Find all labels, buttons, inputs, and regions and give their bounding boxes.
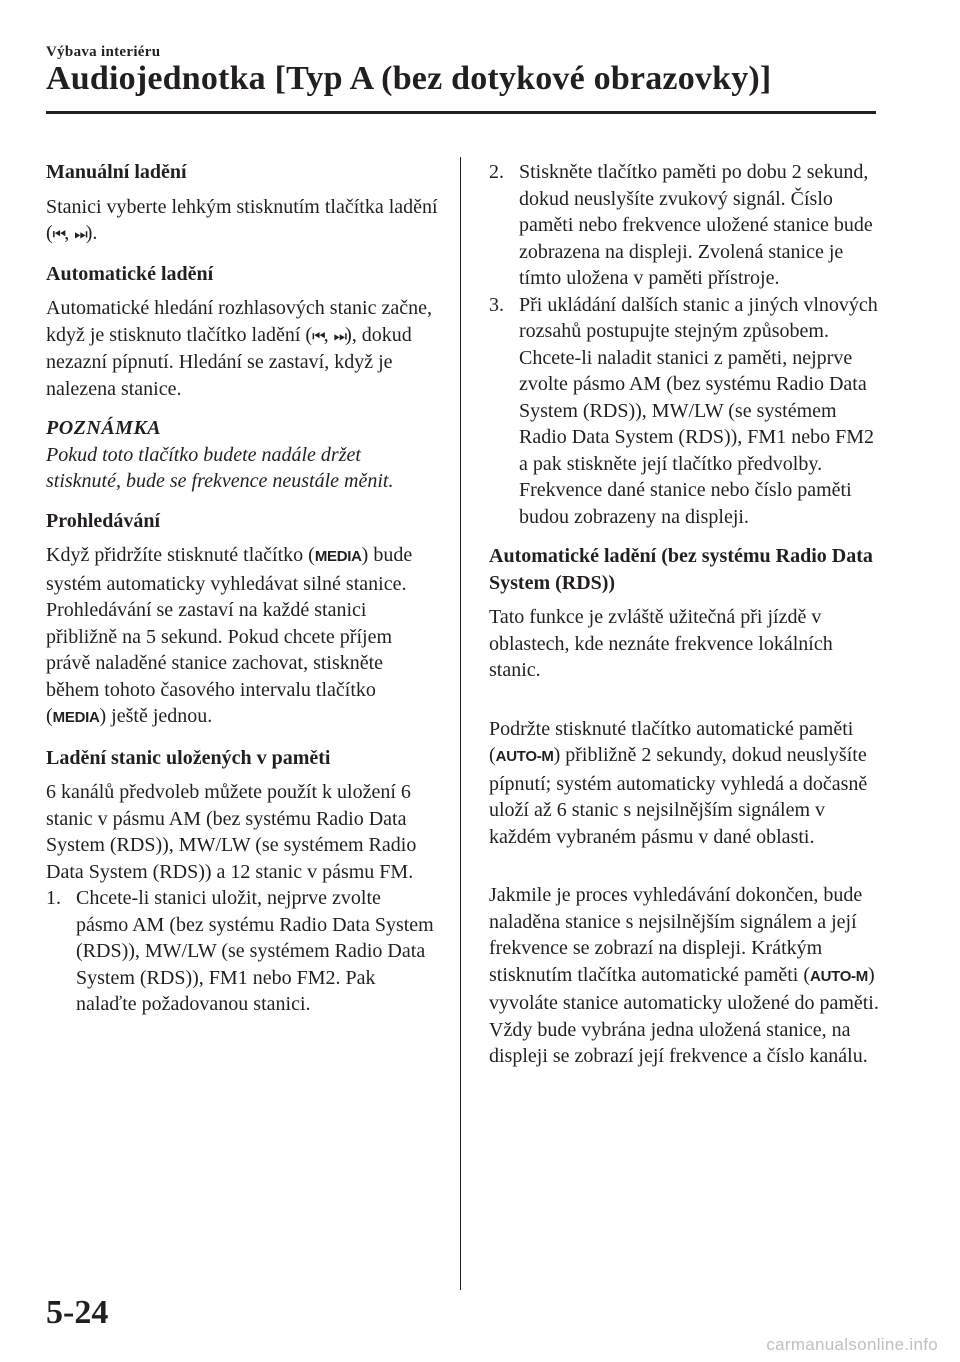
- manual-text-b: ,: [64, 222, 70, 244]
- skip-forward-icon: ⏭: [74, 225, 86, 243]
- memory-text: 6 kanálů předvoleb můžete použít k uložení 6 stanic v pásmu AM (bez systému Radio Data System (RDS)), MW/LW (se systémem Radio Data System (RDS)) a 12 stanic v pásmu FM.: [46, 781, 417, 883]
- auto-tuning-text: [46, 295, 438, 402]
- auto-memory-text-1: Tato funkce je zvláště užitečná při jízdě v oblastech, kde neznáte frekvence lokálních stanic.: [489, 606, 833, 681]
- watermark: carmanualsonline.info: [766, 1335, 938, 1354]
- step-number: 2.: [489, 161, 504, 183]
- note-heading: POZNÁMKA: [46, 417, 162, 439]
- scan-text-b: ) bude systém automaticky vyhledávat silné stanice. Prohledávání se zastaví na každé stanici přibližně na 5 sekund. Pokud chcete příjem právě naladěné stanice zachovat, stiskněte během tohoto časového intervalu tlačítko (: [46, 544, 413, 727]
- amm3-text-b: ) vyvoláte stanice automaticky uložené do paměti. Vždy bude vybrána jedna uložená stanice, na displeji se zobrazí její frekvence a číslo kanálu.: [489, 963, 879, 1067]
- manual-text-a: Stanici vyberte lehkým stisknutím tlačítka ladění (: [46, 195, 438, 244]
- scan-text-a: Když přidržíte stisknuté tlačítko (: [46, 544, 315, 566]
- skip-forward-icon: ⏭: [333, 326, 346, 345]
- media-button-label: MEDIA: [52, 709, 100, 726]
- skip-back-icon: ⏮: [52, 225, 65, 243]
- page-title: Audiojednotka [Typ A (bez dotykové obrazovky)]: [46, 60, 772, 97]
- step-3: [489, 292, 881, 531]
- auto-m-button-label: AUTO-M: [495, 748, 554, 765]
- auto-memory-heading: Automatické ladění (bez systému Radio Data System (RDS)): [489, 545, 873, 594]
- step-2: [489, 159, 881, 292]
- section-label: Výbava interiéru: [46, 44, 161, 60]
- note-text: Pokud toto tlačítko budete nadále držet stisknuté, bude se frekvence neustále měnit.: [46, 443, 394, 492]
- step-text: Při ukládání dalších stanic a jiných vlnových rozsahů postupujte stejným způsobem. Chcete-li naladit stanici z paměti, nejprve zvolte pásmo AM (bez systému Radio Data System (RDS)), MW/LW (se systémem Radio Data System (RDS)), FM1 nebo FM2 a pak stiskněte její tlačítko předvolby. Frekvence dané stanice nebo číslo paměti budou zobrazeny na displeji.: [519, 293, 878, 528]
- scan-text: [46, 542, 438, 732]
- manual-tuning-text: [46, 194, 438, 248]
- auto-memory-text-3: [489, 882, 881, 1070]
- right-column: [489, 159, 881, 1083]
- amm2-text-b: ) přibližně 2 sekundy, dokud neuslyšíte pípnutí; systém automaticky vyhledá a dočasně uloží až 6 stanic s nejsilnějším signálem v každém vybraném pásmu v dané oblasti.: [489, 744, 868, 848]
- step-text: Stiskněte tlačítko paměti po dobu 2 sekund, dokud neuslyšíte zvukový signál. Číslo paměti nebo frekvence uložené stanice bude zobrazena na displeji. Zvolená stanice je tímto uložena v paměti přístroje.: [519, 161, 873, 289]
- step-text: Chcete-li stanici uložit, nejprve zvolte pásmo AM (bez systému Radio Data System (RDS)), MW/LW (se systémem Radio Data System (RDS)), FM1 nebo FM2. Pak nalaďte požadovanou stanici.: [76, 887, 434, 1015]
- auto-memory-text-2: [489, 716, 881, 851]
- auto-text-a: Automatické hledání rozhlasových stanic začne, když je stisknuto tlačítko ladění (: [46, 297, 432, 346]
- step-1: [46, 885, 438, 1018]
- title-rule: [46, 111, 876, 114]
- manual-text-c: ).: [85, 222, 98, 244]
- step-number: 1.: [46, 887, 61, 909]
- amm3-text-a: Jakmile je proces vyhledávání dokončen, bude naladěna stanice s nejsilnějším signálem a její frekvence se zobrazí na displeji. Krátkým stisknutím tlačítka automatické paměti (: [489, 884, 863, 986]
- auto-text-b: ,: [323, 323, 329, 346]
- auto-tuning-heading: Automatické ladění: [46, 262, 214, 285]
- manual-tuning-heading: Manuální ladění: [46, 161, 187, 183]
- page-number: 5-24: [46, 1294, 109, 1331]
- auto-m-button-label: AUTO-M: [810, 967, 868, 985]
- step-number: 3.: [489, 293, 504, 316]
- skip-back-icon: ⏮: [312, 326, 324, 345]
- media-button-label: MEDIA: [314, 548, 362, 565]
- amm2-text-a: Podržte stisknuté tlačítko automatické paměti (: [489, 717, 854, 766]
- scan-heading: Prohledávání: [46, 509, 161, 532]
- column-divider: [460, 157, 461, 1290]
- left-column: [46, 159, 438, 1018]
- scan-text-c: ) ještě jednou.: [99, 705, 213, 727]
- auto-text-c: ), dokud nezazní pípnutí. Hledání se zastaví, když je nalezena stanice.: [46, 323, 412, 400]
- memory-heading: Ladění stanic uložených v paměti: [46, 746, 331, 769]
